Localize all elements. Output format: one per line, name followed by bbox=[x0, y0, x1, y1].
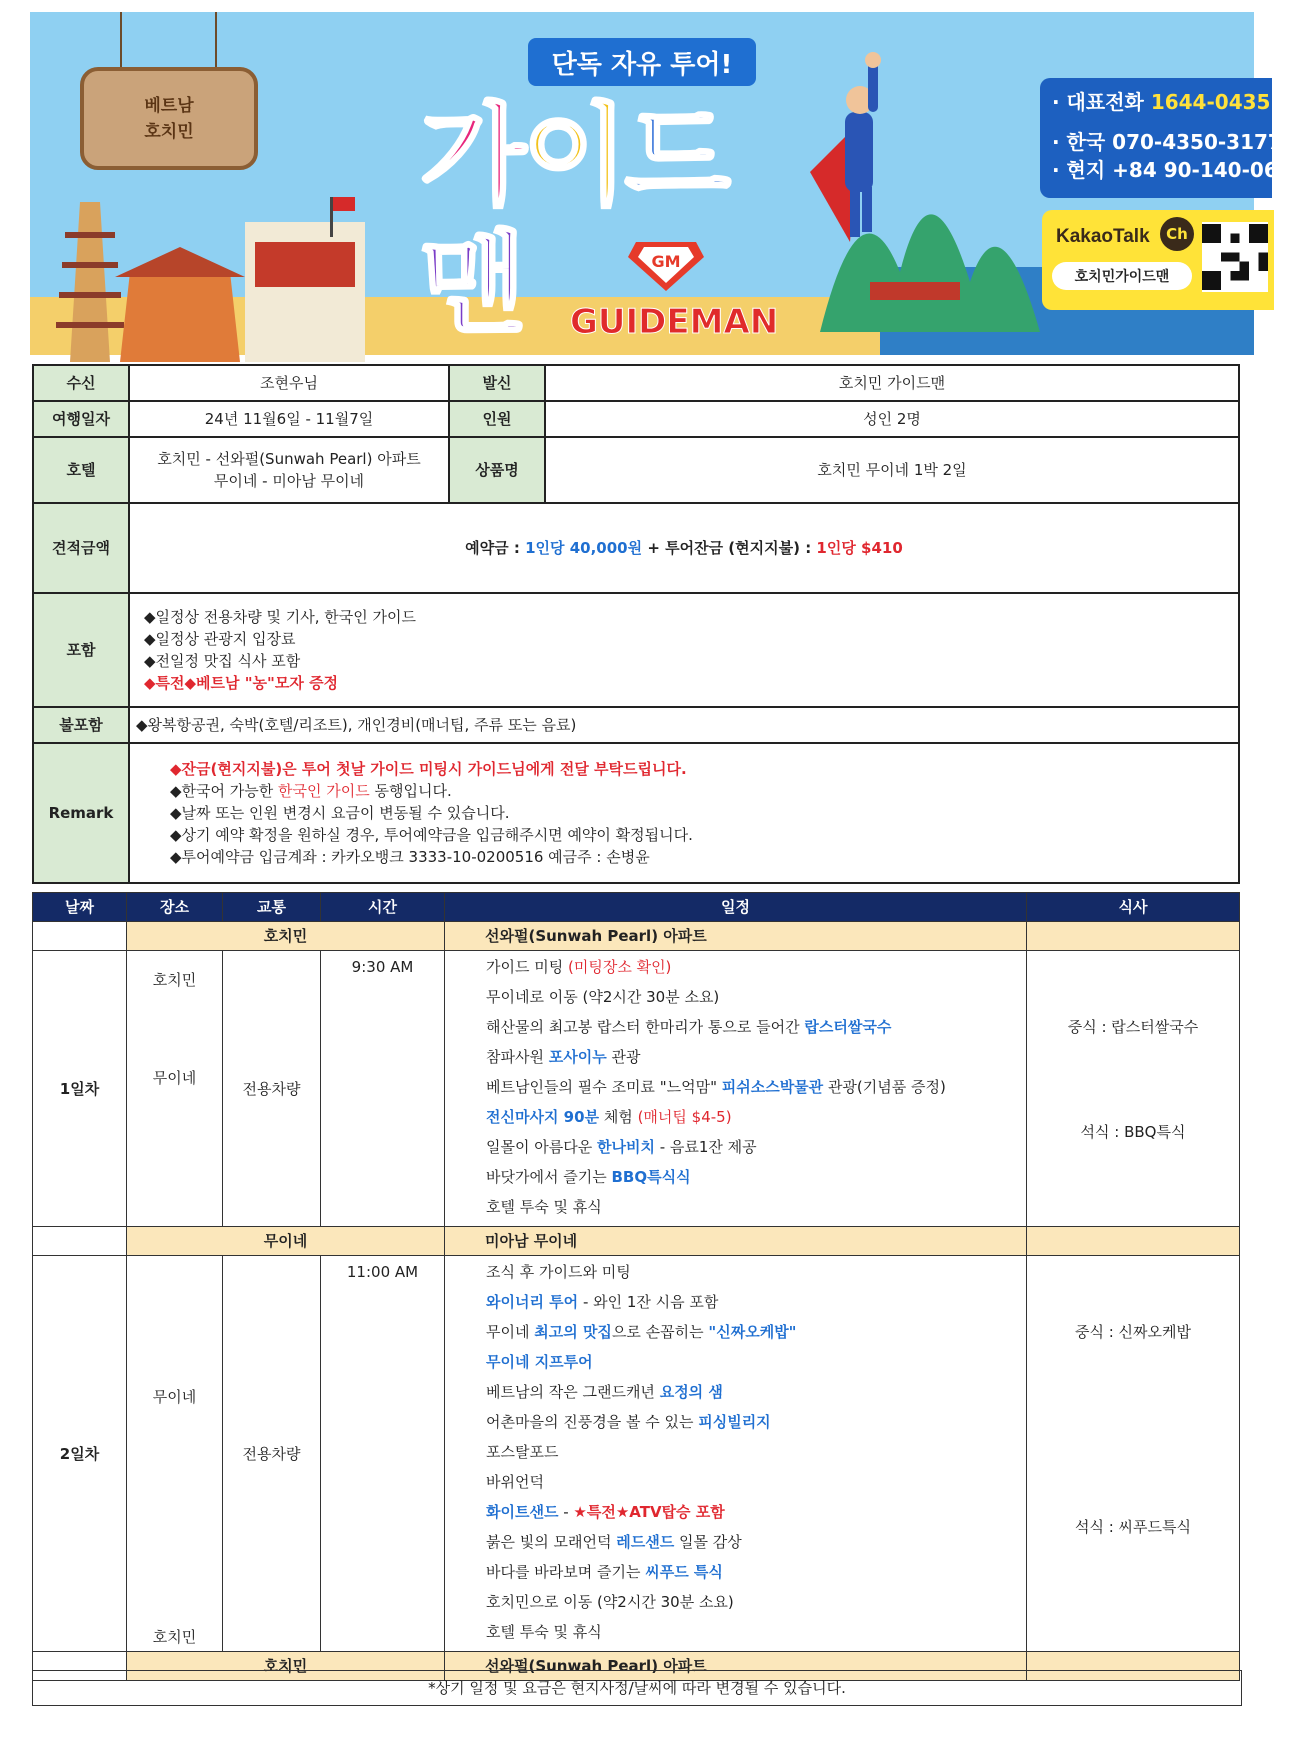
itinerary-text: 레드샌드 bbox=[616, 1533, 675, 1551]
itinerary-text: 관광 bbox=[606, 1048, 641, 1066]
itinerary-item bbox=[446, 1102, 1025, 1132]
itinerary-item bbox=[446, 1132, 1025, 1162]
day1-meal-dinner: 석식 : BBQ특식 bbox=[1080, 1123, 1186, 1141]
kakao-channel-icon: Ch bbox=[1160, 217, 1194, 251]
remark-text: ◆한국어 가능한 bbox=[170, 782, 279, 800]
itinerary-text: 무이네 지프투어 bbox=[486, 1353, 593, 1371]
exclude-value: ◆왕복항공권, 숙박(호텔/리조트), 개인경비(매너팁, 주류 또는 음료) bbox=[129, 707, 1239, 743]
itinerary-item bbox=[446, 1497, 1025, 1527]
remark-item: ◆날짜 또는 인원 변경시 요금이 변동될 수 있습니다. bbox=[170, 804, 510, 822]
info-row-price bbox=[33, 503, 1239, 593]
info-row-date bbox=[33, 401, 1239, 437]
price-plus: + bbox=[642, 539, 666, 557]
itinerary-text: 호텔 투숙 및 휴식 bbox=[486, 1198, 602, 1216]
info-row-recipient bbox=[33, 365, 1239, 401]
logo-char-4: 맨 bbox=[420, 220, 523, 348]
itinerary-text: 피싱빌리지 bbox=[698, 1413, 771, 1431]
header-date: 날짜 bbox=[33, 893, 127, 922]
hotel-row-hotel: 미아남 무이네 bbox=[445, 1227, 1027, 1256]
day2-places bbox=[127, 1256, 223, 1652]
itinerary-text: 베트남의 작은 그랜드캐년 bbox=[486, 1383, 660, 1401]
hotel-line-1: 호치민 - 선와펄(Sunwah Pearl) 아파트 bbox=[157, 450, 421, 468]
remark-label: Remark bbox=[33, 743, 129, 883]
sign-rope-right bbox=[215, 12, 217, 67]
itinerary-text: 바닷가에서 즐기는 bbox=[486, 1168, 612, 1186]
header-itinerary: 일정 bbox=[445, 893, 1027, 922]
day1-label: 1일차 bbox=[33, 951, 127, 1227]
itinerary-text: 붉은 빛의 모래언덕 bbox=[486, 1533, 617, 1551]
hotel-row-place: 무이네 bbox=[127, 1227, 445, 1256]
remark-item: ◆투어예약금 입금계좌 : 카카오뱅크 3333-10-0200516 예금주 : 손병윤 bbox=[170, 848, 650, 866]
price-label: 견적금액 bbox=[33, 503, 129, 593]
itinerary-text: 으로 손꼽히는 bbox=[611, 1323, 709, 1341]
day1-time: 9:30 AM bbox=[321, 951, 445, 1227]
logo-char-3: 드 bbox=[624, 92, 727, 220]
guideman-emblem-icon bbox=[626, 237, 706, 292]
include-item: ◆일정상 전용차량 및 기사, 한국인 가이드 bbox=[144, 608, 416, 626]
itinerary-text: 조식 후 가이드와 미팅 bbox=[486, 1263, 631, 1281]
slogan-badge: 단독 자유 투어! bbox=[528, 38, 756, 86]
itinerary-text: - 음료1잔 제공 bbox=[654, 1138, 757, 1156]
hotel-row-day1 bbox=[33, 922, 1240, 951]
contact-main-number[interactable]: 1644-0435 bbox=[1150, 90, 1271, 114]
info-row-remark bbox=[33, 743, 1239, 883]
hotel-row-blank bbox=[1027, 1227, 1240, 1256]
day1-place-1: 호치민 bbox=[152, 971, 197, 989]
sign-rope-left bbox=[120, 12, 122, 67]
remark-item: ◆상기 예약 확정을 원하실 경우, 투어예약금을 입금해주시면 예약이 확정됩니다. bbox=[170, 826, 693, 844]
hotel-row-day2 bbox=[33, 1227, 1240, 1256]
sign-line-1: 베트남 bbox=[144, 95, 194, 116]
logo-char-2: 이 bbox=[522, 92, 625, 220]
hotel-row-blank bbox=[1027, 922, 1240, 951]
sign-line-2: 호치민 bbox=[144, 121, 194, 142]
day1-meal-lunch: 중식 : 랍스터쌀국수 bbox=[1067, 1018, 1199, 1036]
itinerary-text: ★특전★ATV탑승 포함 bbox=[573, 1503, 725, 1521]
itinerary-text: 포사이누 bbox=[548, 1048, 607, 1066]
deposit-label: 예약금 : bbox=[465, 539, 526, 557]
sender-label: 발신 bbox=[449, 365, 545, 401]
itinerary-text: 화이트샌드 bbox=[486, 1503, 559, 1521]
hotel-line-2: 무이네 - 미아남 무이네 bbox=[213, 472, 365, 490]
banner bbox=[30, 12, 1306, 355]
itinerary-text: 전신마사지 90분 bbox=[486, 1108, 600, 1126]
hotel-value bbox=[129, 437, 449, 503]
date-label: 여행일자 bbox=[33, 401, 129, 437]
remark-item: ◆잔금(현지지불)은 투어 첫날 가이드 미팅시 가이드님에게 전달 부탁드립니다. bbox=[170, 760, 687, 778]
day2-place-1: 무이네 bbox=[152, 1388, 197, 1406]
itinerary-text: 최고의 맛집 bbox=[534, 1323, 612, 1341]
deposit-value: 1인당 40,000원 bbox=[525, 539, 643, 557]
hotel-row-blank bbox=[33, 1227, 127, 1256]
kakao-id-button[interactable]: 호치민가이드맨 bbox=[1052, 262, 1192, 290]
itinerary-item bbox=[446, 1527, 1025, 1557]
hotel-row-place: 호치민 bbox=[127, 922, 445, 951]
product-value: 호치민 무이네 1박 2일 bbox=[545, 437, 1239, 503]
itinerary-text: 어촌마을의 진풍경을 볼 수 있는 bbox=[486, 1413, 699, 1431]
itinerary-text: 요정의 샘 bbox=[659, 1383, 723, 1401]
include-item: ◆전일정 맛집 식사 포함 bbox=[144, 652, 301, 670]
itinerary-item bbox=[446, 1317, 1025, 1347]
itinerary-text: 무이네로 이동 (약2시간 30분 소요) bbox=[486, 988, 720, 1006]
hotel-label: 호텔 bbox=[33, 437, 129, 503]
itinerary-text: 씨푸드 특식 bbox=[645, 1563, 723, 1581]
day2-time: 11:00 AM bbox=[321, 1256, 445, 1652]
contact-local[interactable]: · 현지 +84 90-140-0660 bbox=[1052, 158, 1306, 182]
brand-name: GUIDEMAN bbox=[570, 302, 779, 342]
landmarks-illustration bbox=[30, 162, 410, 362]
hotel-row-blank bbox=[33, 922, 127, 951]
itinerary-text: 바위언덕 bbox=[486, 1473, 544, 1491]
day2-label: 2일차 bbox=[33, 1256, 127, 1652]
superhero-icon bbox=[800, 52, 910, 252]
contact-korea[interactable]: · 한국 070-4350-3177 bbox=[1052, 130, 1282, 154]
itinerary-item bbox=[446, 1162, 1025, 1192]
itinerary-item bbox=[446, 1467, 1025, 1497]
itinerary-item bbox=[446, 1437, 1025, 1467]
people-label: 인원 bbox=[449, 401, 545, 437]
header-time: 시간 bbox=[321, 893, 445, 922]
recipient-label: 수신 bbox=[33, 365, 129, 401]
header-meal: 식사 bbox=[1027, 893, 1240, 922]
itinerary-item bbox=[446, 1617, 1025, 1647]
hotel-row-hotel: 선와펄(Sunwah Pearl) 아파트 bbox=[445, 1652, 1027, 1681]
day1-meals bbox=[1027, 951, 1240, 1227]
recipient-value: 조현우님 bbox=[129, 365, 449, 401]
balance-label: 투어잔금 (현지지불) : bbox=[665, 539, 817, 557]
itinerary-item bbox=[446, 1192, 1025, 1222]
itinerary-text: 바다를 바라보며 즐기는 bbox=[486, 1563, 646, 1581]
day1-transport: 전용차량 bbox=[223, 951, 321, 1227]
remark-item bbox=[170, 780, 1232, 802]
date-value: 24년 11월6일 - 11월7일 bbox=[129, 401, 449, 437]
header-transport: 교통 bbox=[223, 893, 321, 922]
remark-text: 동행입니다. bbox=[369, 782, 452, 800]
itinerary-text: BBQ특식식 bbox=[611, 1168, 691, 1186]
info-row-hotel bbox=[33, 437, 1239, 503]
day1-place-2: 무이네 bbox=[152, 1069, 197, 1087]
info-row-exclude bbox=[33, 707, 1239, 743]
itinerary-text: 포스탈포드 bbox=[486, 1443, 559, 1461]
itinerary-text: 와이너리 투어 bbox=[486, 1293, 579, 1311]
itinerary-text: 일몰 감상 bbox=[674, 1533, 742, 1551]
itinerary-text: 해산물의 최고봉 랍스터 한마리가 통으로 들어간 bbox=[486, 1018, 805, 1036]
itinerary-item bbox=[446, 1557, 1025, 1587]
schedule-table bbox=[32, 892, 1240, 1681]
balance-value: 1인당 $410 bbox=[816, 539, 903, 557]
itinerary-text: 베트남인들의 필수 조미료 "느억맘" bbox=[486, 1078, 722, 1096]
itinerary-text: 참파사원 bbox=[486, 1048, 549, 1066]
hotel-row-place: 호치민 bbox=[127, 1652, 445, 1681]
include-list bbox=[129, 593, 1239, 707]
schedule-footnote: *상기 일정 및 요금은 현지사정/날씨에 따라 변경될 수 있습니다. bbox=[32, 1670, 1242, 1706]
day2-transport: 전용차량 bbox=[223, 1256, 321, 1652]
kakao-title: KakaoTalk bbox=[1056, 226, 1150, 247]
itinerary-text: 일몰이 아름다운 bbox=[486, 1138, 597, 1156]
remark-highlight: 한국인 가이드 bbox=[278, 782, 370, 800]
hotel-row-hotel: 선와펄(Sunwah Pearl) 아파트 bbox=[445, 922, 1027, 951]
quote-info-table bbox=[32, 364, 1240, 884]
itinerary-item bbox=[446, 1012, 1025, 1042]
exclude-label: 불포함 bbox=[33, 707, 129, 743]
day1-itinerary bbox=[445, 951, 1027, 1227]
day1-places bbox=[127, 951, 223, 1227]
header-place: 장소 bbox=[127, 893, 223, 922]
location-sign bbox=[80, 67, 258, 170]
sender-value: 호치민 가이드맨 bbox=[545, 365, 1239, 401]
contact-main-label: · 대표전화 bbox=[1052, 90, 1144, 114]
itinerary-text: 무이네 bbox=[486, 1323, 535, 1341]
svg-text:GM: GM bbox=[651, 252, 681, 271]
itinerary-item bbox=[446, 1377, 1025, 1407]
qr-code-icon[interactable] bbox=[1202, 222, 1268, 292]
schedule-header-row bbox=[33, 893, 1240, 922]
day2-itinerary bbox=[445, 1256, 1027, 1652]
itinerary-text: 체험 bbox=[599, 1108, 638, 1126]
day2-meal-lunch: 중식 : 신짜오케밥 bbox=[1074, 1323, 1192, 1341]
remark-list bbox=[129, 743, 1239, 883]
include-label: 포함 bbox=[33, 593, 129, 707]
info-row-include bbox=[33, 593, 1239, 707]
itinerary-item bbox=[446, 1072, 1025, 1102]
itinerary-text: 가이드 미팅 bbox=[486, 958, 568, 976]
itinerary-item bbox=[446, 1347, 1025, 1377]
itinerary-item bbox=[446, 952, 1025, 982]
itinerary-text: 관광(기념품 증정) bbox=[823, 1078, 946, 1096]
logo-char-1: 가 bbox=[420, 92, 523, 220]
itinerary-text: 한나비치 bbox=[596, 1138, 655, 1156]
day2-row bbox=[33, 1256, 1240, 1652]
itinerary-text: 랍스터쌀국수 bbox=[804, 1018, 892, 1036]
contact-main bbox=[1052, 86, 1270, 115]
itinerary-text: 호치민으로 이동 (약2시간 30분 소요) bbox=[486, 1593, 734, 1611]
itinerary-item bbox=[446, 1587, 1025, 1617]
itinerary-item bbox=[446, 1257, 1025, 1287]
product-label: 상품명 bbox=[449, 437, 545, 503]
people-value: 성인 2명 bbox=[545, 401, 1239, 437]
itinerary-text: 피쉬소스박물관 bbox=[721, 1078, 824, 1096]
include-item: ◆일정상 관광지 입장료 bbox=[144, 630, 296, 648]
day1-row bbox=[33, 951, 1240, 1227]
day2-place-2: 호치민 bbox=[152, 1628, 197, 1646]
itinerary-item bbox=[446, 1407, 1025, 1437]
itinerary-text: (미팅장소 확인) bbox=[568, 958, 672, 976]
itinerary-text: 호텔 투숙 및 휴식 bbox=[486, 1623, 602, 1641]
day2-meals bbox=[1027, 1256, 1240, 1652]
itinerary-text: "신짜오케밥" bbox=[708, 1323, 797, 1341]
itinerary-item bbox=[446, 1287, 1025, 1317]
itinerary-text: (매너팁 $4-5) bbox=[637, 1108, 732, 1126]
day2-meal-dinner: 석식 : 씨푸드특식 bbox=[1074, 1518, 1192, 1536]
itinerary-text: - bbox=[558, 1503, 574, 1521]
itinerary-item bbox=[446, 1042, 1025, 1072]
include-special: ◆특전◆베트남 "농"모자 증정 bbox=[144, 674, 339, 692]
itinerary-text: - 와인 1잔 시음 포함 bbox=[578, 1293, 719, 1311]
price-value bbox=[129, 503, 1239, 593]
itinerary-item bbox=[446, 982, 1025, 1012]
